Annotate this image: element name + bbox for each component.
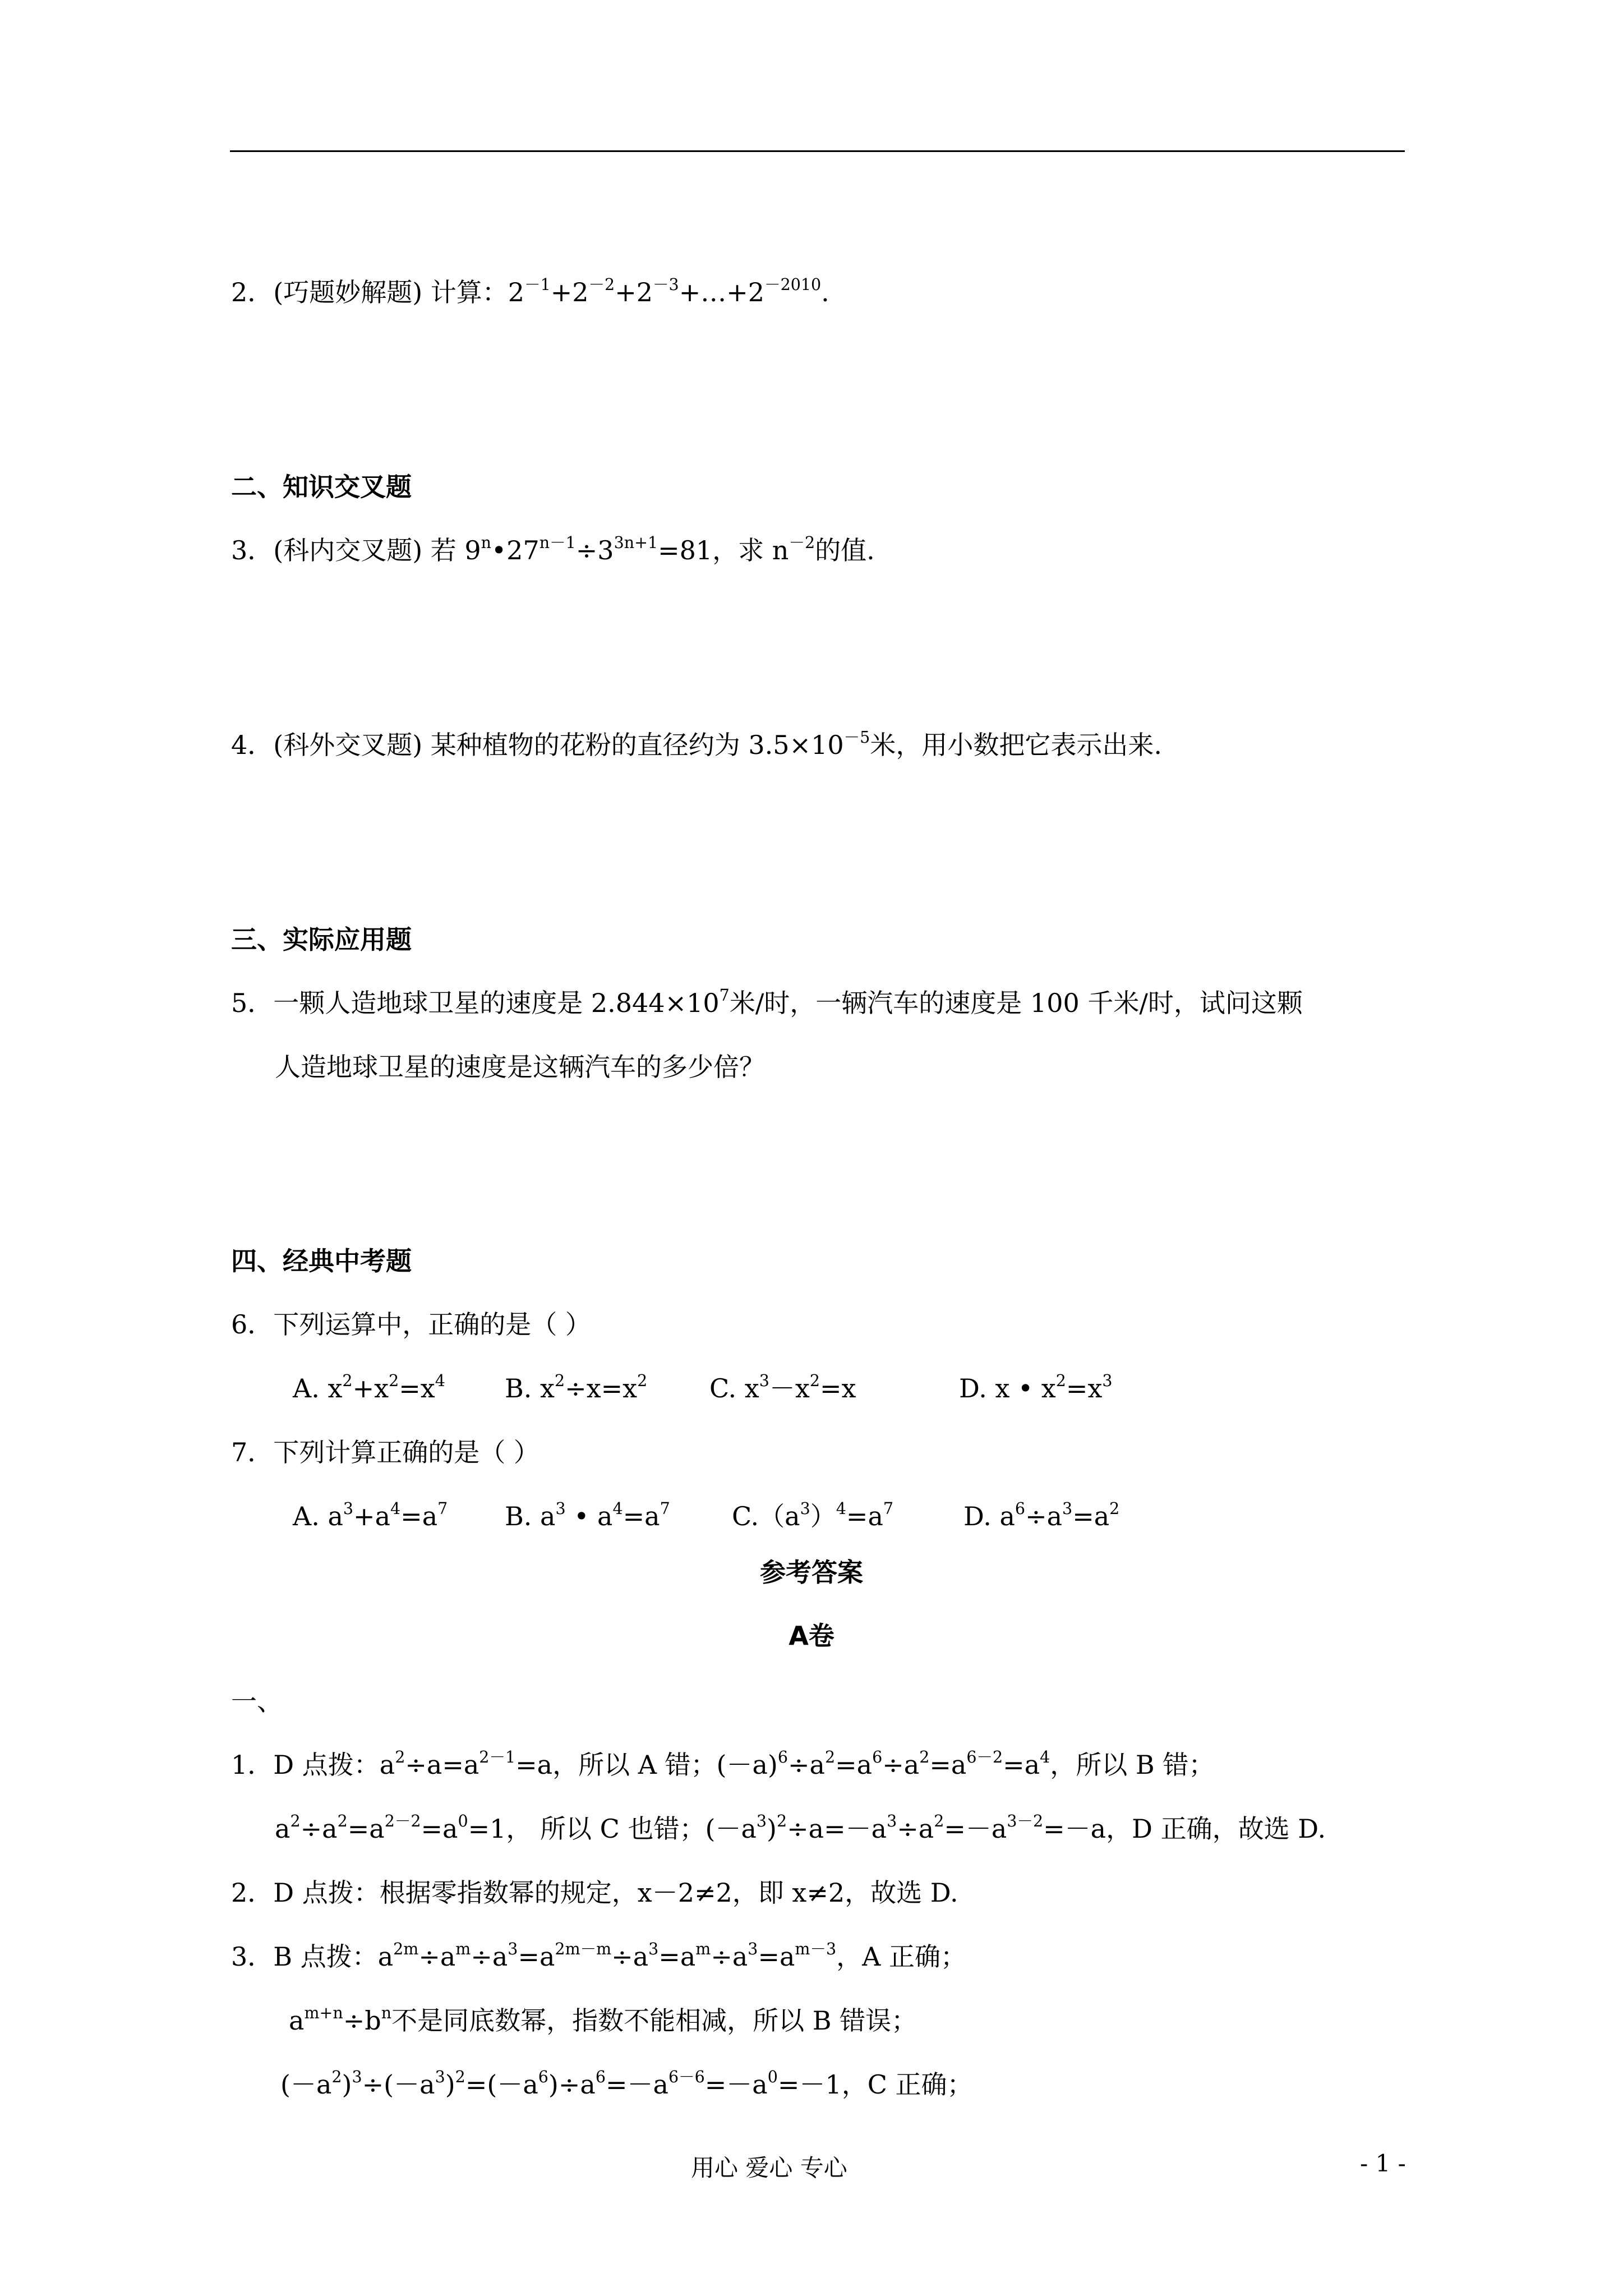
- question-6-option-b: B. $x^2\div x=x^2$: [505, 1372, 648, 1404]
- volume-title: A卷: [789, 1621, 834, 1651]
- answers-title: 参考答案: [760, 1557, 863, 1588]
- section-heading-4: 四、经典中考题: [231, 1246, 412, 1276]
- answer-3-line-3: $(-a^2)^3\div(-a^3)^2=(-a^6)\div a^6=-a^{6-6}=-a^0=-1$，C 正确；: [280, 2068, 973, 2100]
- question-6-option-a: A. $x^2+x^2=x^4$: [293, 1372, 445, 1404]
- question-7-stem: 7．下列计算正确的是（ ）: [231, 1437, 540, 1467]
- answer-part-1: 一、: [231, 1686, 283, 1717]
- question-5-line-2: 人造地球卫星的速度是这辆汽车的多少倍？: [275, 1052, 765, 1082]
- question-7-option-a: A. $a^3+a^4=a^7$: [293, 1499, 448, 1531]
- question-6-stem: 6．下列运算中，正确的是（ ）: [231, 1309, 591, 1340]
- answer-1-line-2: $a^2\div a^2=a^{2-2}=a^0=1$， 所以 C 也错；$(-a^3)^2\div a=-a^3\div a^2=-a^{3-2}=-a$，D 正确，故选 D.: [275, 1812, 1326, 1844]
- answer-3: 3．B 点拨：$a^{2m}\div a^m\div a^3=a^{2m-m}\div a^3=a^m\div a^3=a^{m-3}$，A 正确；: [231, 1940, 966, 1972]
- answer-2: 2．D 点拨：根据零指数幂的规定，x－2≠2，即 x≠2，故选 D.: [231, 1878, 958, 1908]
- question-4: 4．(科外交叉题) 某种植物的花粉的直径约为 $3.5\times 10^{-5}$米，用小数把它表示出来.: [231, 728, 1162, 760]
- question-7-option-d: D. $a^6\div a^3=a^2$: [963, 1499, 1120, 1531]
- question-5: 5．一颗人造地球卫星的速度是 $2.844\times 10^7$米/时，一辆汽车的速度是 100 千米/时，试问这颗: [231, 986, 1303, 1018]
- question-7-option-b: B. $a^3$ • $a^4=a^7$: [505, 1499, 670, 1531]
- question-6-option-d: D. x • $x^2=x^3$: [959, 1372, 1113, 1404]
- question-2: 2．(巧题妙解题) 计算：$2^{-1}+2^{-2}+2^{-3}+\dots+2^{-2010}$.: [231, 275, 829, 307]
- question-7-option-c: $C.(a^3)^4=a^7$: [732, 1499, 894, 1531]
- page-number: - 1 -: [1360, 2150, 1406, 2177]
- header-rule: [230, 150, 1405, 152]
- answer-3-line-2: $a^{m+n}\div b^n$不是同底数幂，指数不能相减，所以 B 错误；: [289, 2004, 917, 2036]
- section-heading-3: 三、实际应用题: [231, 924, 412, 955]
- question-3: 3．(科内交叉题) 若 $9^n•27^{n-1}\div 3^{3n+1}=81$，求 $n^{-2}$的值.: [231, 533, 875, 565]
- footer-motto: 用心 爱心 专心: [691, 2154, 847, 2182]
- question-6-option-c: C. $x^3-x^2=x$: [709, 1372, 856, 1404]
- section-heading-2: 二、知识交叉题: [231, 472, 412, 502]
- answer-1: 1．D 点拨：$a^2\div a=a^{2-1}=a$，所以 A 错；$(-a)^6\div a^2=a^6\div a^2=a^{6-2}=a^4$，所以 B 错；: [231, 1748, 1215, 1780]
